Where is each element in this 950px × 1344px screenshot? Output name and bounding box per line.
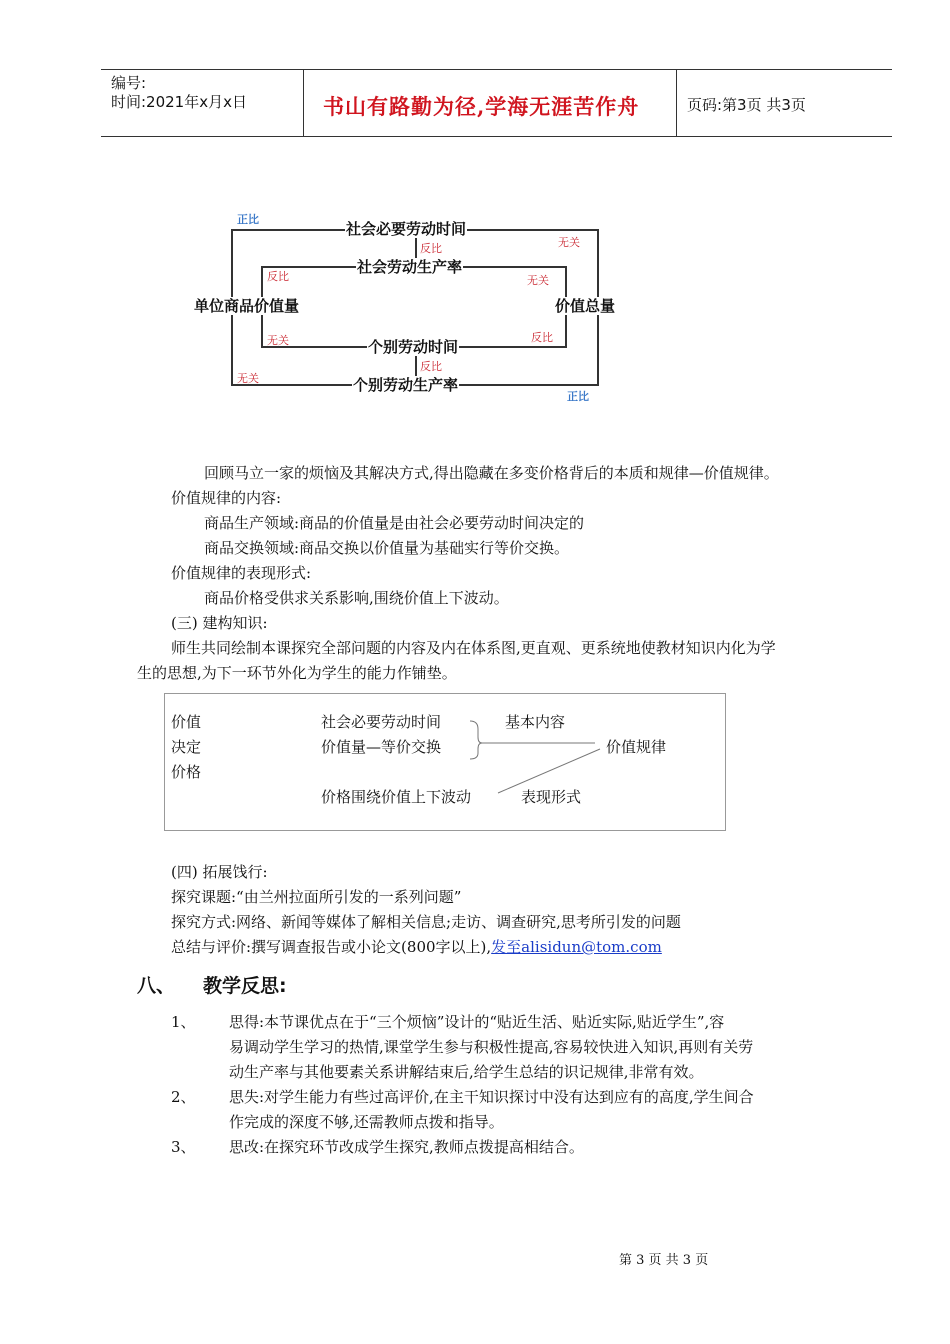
node-individual-time: 个别劳动时间 <box>368 338 459 356</box>
header-top-rule <box>101 69 892 70</box>
section-heading: (三) 建构知识: <box>171 614 268 632</box>
list-item-line: 作完成的深度不够,还需教师点拨和指导。 <box>229 1113 504 1131</box>
node-social-necessary-time: 社会必要劳动时间 <box>346 220 467 238</box>
list-number: 3、 <box>171 1138 196 1156</box>
document-number-label: 编号: <box>111 74 147 92</box>
system-left-label: 价格 <box>171 763 202 781</box>
node-unit-commodity-value: 单位商品价值量 <box>194 297 300 315</box>
knowledge-system-box <box>164 693 726 831</box>
paragraph: 商品交换领域:商品交换以价值量为基础实行等价交换。 <box>204 539 570 557</box>
node-total-value: 价值总量 <box>555 297 616 315</box>
paragraph: 师生共同绘制本课探究全部问题的内容及内在体系图,更直观、更系统地使教材知识内化为学 <box>171 639 776 657</box>
header-page-number: 页码:第3页 共3页 <box>687 96 806 114</box>
relation-label: 反比 <box>420 360 442 373</box>
relation-label: 无关 <box>558 236 580 249</box>
paragraph: 生的思想,为下一环节外化为学生的能力作铺垫。 <box>137 664 457 682</box>
list-item-line: 思得:本节课优点在于“三个烦恼”设计的“贴近生活、贴近实际,贴近学生”,容 <box>229 1013 725 1031</box>
section-heading: (四) 拓展饯行: <box>171 863 268 881</box>
relation-label: 反比 <box>531 331 553 344</box>
system-item: 价格围绕价值上下波动 <box>321 788 472 806</box>
paragraph: 价值规律的内容: <box>171 489 282 507</box>
list-number: 1、 <box>171 1013 196 1031</box>
list-item-line: 动生产率与其他要素关系讲解结束后,给学生总结的识记规律,非常有效。 <box>229 1063 704 1081</box>
paragraph <box>171 936 662 957</box>
relation-label: 无关 <box>237 372 259 385</box>
system-connector-lines <box>460 715 610 795</box>
node-social-productivity: 社会劳动生产率 <box>357 258 463 276</box>
system-item: 价值量—等价交换 <box>321 738 442 756</box>
relation-label: 反比 <box>267 270 289 283</box>
system-left-label: 决定 <box>171 738 202 756</box>
email-link[interactable]: 发至alisidun@tom.com <box>491 938 662 956</box>
header-motto: 书山有路勤为径,学海无涯苦作舟 <box>323 94 640 119</box>
node-individual-productivity: 个别劳动生产率 <box>353 376 459 394</box>
list-number: 2、 <box>171 1088 196 1106</box>
paragraph: 探究课题:“由兰州拉面所引发的一系列问题” <box>171 888 462 906</box>
list-item-line: 易调动学生学习的热情,课堂学生参与积极性提高,容易较快进入知识,再则有关劳 <box>229 1038 754 1056</box>
summary-text: 总结与评价:撰写调查报告或小论文(800字以上), <box>171 938 492 956</box>
header-bottom-rule <box>101 136 892 137</box>
section-title: 教学反思: <box>203 975 287 997</box>
system-category: 表现形式 <box>521 788 582 806</box>
paragraph: 价值规律的表现形式: <box>171 564 312 582</box>
system-law-label: 价值规律 <box>606 738 667 756</box>
relation-label: 正比 <box>237 213 259 226</box>
header-divider <box>303 69 304 136</box>
page-footer: 第 3 页 共 3 页 <box>619 1253 709 1268</box>
relation-label: 反比 <box>420 242 442 255</box>
system-category: 基本内容 <box>505 713 566 731</box>
list-item-line: 思失:对学生能力有些过高评价,在主干知识探讨中没有达到应有的高度,学生间合 <box>229 1088 754 1106</box>
relation-label: 无关 <box>527 274 549 287</box>
paragraph: 商品生产领域:商品的价值量是由社会必要劳动时间决定的 <box>204 514 585 532</box>
document-date-label: 时间:2021年x月x日 <box>111 93 247 111</box>
list-item-line: 思改:在探究环节改成学生探究,教师点拨提高相结合。 <box>229 1138 584 1156</box>
paragraph: 商品价格受供求关系影响,围绕价值上下波动。 <box>204 589 509 607</box>
relation-label: 无关 <box>267 334 289 347</box>
header-divider <box>676 69 677 136</box>
relation-label: 正比 <box>567 390 589 403</box>
section-number: 八、 <box>137 975 176 997</box>
paragraph: 探究方式:网络、新闻等媒体了解相关信息;走访、调查研究,思考所引发的问题 <box>171 913 681 931</box>
system-item: 社会必要劳动时间 <box>321 713 442 731</box>
system-left-label: 价值 <box>171 713 202 731</box>
paragraph: 回顾马立一家的烦恼及其解决方式,得出隐藏在多变价格背后的本质和规律—价值规律。 <box>204 464 779 482</box>
